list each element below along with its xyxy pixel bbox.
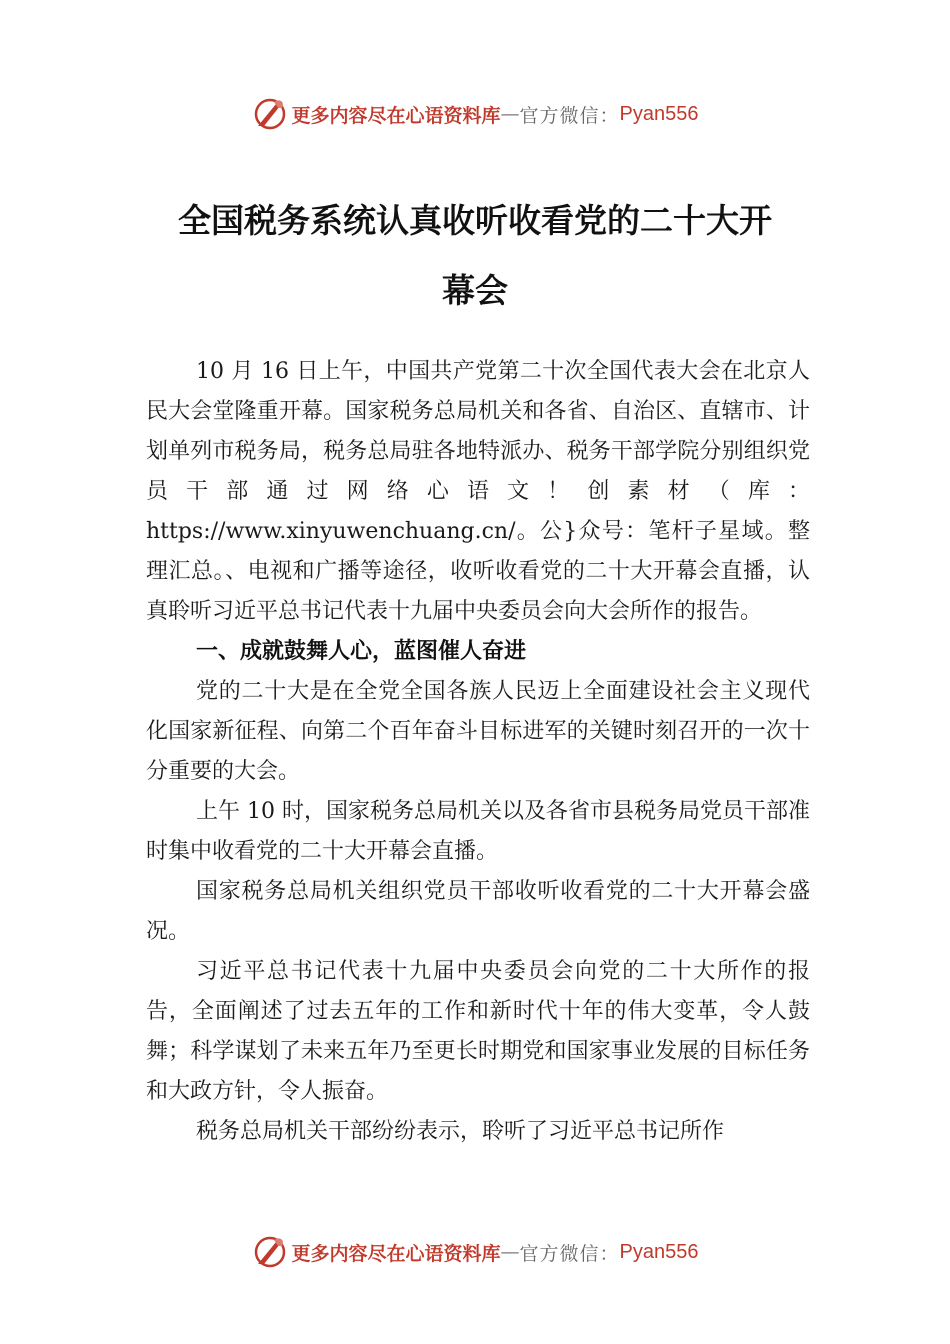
banner-separator: — xyxy=(500,1241,520,1263)
banner-label: 官方微信： xyxy=(519,1242,620,1265)
banner-separator: — xyxy=(500,103,520,125)
banner-main-text: 更多内容尽在心语资料库 xyxy=(291,104,501,127)
footer-banner xyxy=(0,1232,950,1272)
quill-logo-icon xyxy=(252,96,288,132)
banner-wechat-id: Pyan556 xyxy=(619,1240,699,1263)
quill-logo-icon xyxy=(252,1234,288,1270)
paragraph-4: 国家税务总局机关组织党员干部收听收看党的二十大开幕会盛况。 xyxy=(146,879,810,944)
document-body xyxy=(146,352,810,1152)
paragraph-6: 税务总局机关干部纷纷表示，聆听了习近平总书记所作 xyxy=(196,1119,725,1144)
banner-wechat-id: Pyan556 xyxy=(619,102,699,125)
paragraph-3: 上午 10 时，国家税务总局机关以及各省市县税务局党员干部准时集中收看党的二十大开幕会直播。 xyxy=(146,799,810,864)
banner-main-text: 更多内容尽在心语资料库 xyxy=(291,1242,501,1265)
header-banner xyxy=(0,94,950,134)
paragraph-2: 党的二十大是在全党全国各族人民迈上全面建设社会主义现代化国家新征程、向第二个百年奋斗目标进军的关键时刻召开的一次十分重要的大会。 xyxy=(146,679,810,784)
title-line-1: 全国税务系统认真收听收看党的二十大开 xyxy=(178,201,772,240)
section-heading-1: 一、成就鼓舞人心，蓝图催人奋进 xyxy=(196,639,527,664)
banner-label: 官方微信： xyxy=(519,104,620,127)
paragraph-1: 10 月 16 日上午，中国共产党第二十次全国代表大会在北京人民大会堂隆重开幕。国家税务总局机关和各省、自治区、直辖市、计划单列市税务局，税务总局驻各地特派办、税务干部学院分别组织党员干部通过网络心语文！创素材（库：https://www.xinyuwenchuang.cn/。公}众号：笔杆子星域。整理汇总。、电视和广播等途径，收听收看党的二十大开幕会直播，认真聆听习近平总书记代表十九届中央委员会向大会所作的报告。 xyxy=(146,359,810,624)
document-title xyxy=(140,186,810,326)
title-line-2: 幕会 xyxy=(442,271,508,310)
paragraph-5: 习近平总书记代表十九届中央委员会向党的二十大所作的报告，全面阐述了过去五年的工作和新时代十年的伟大变革，令人鼓舞；科学谋划了未来五年乃至更长时期党和国家事业发展的目标任务和大政方针，令人振奋。 xyxy=(146,959,810,1104)
